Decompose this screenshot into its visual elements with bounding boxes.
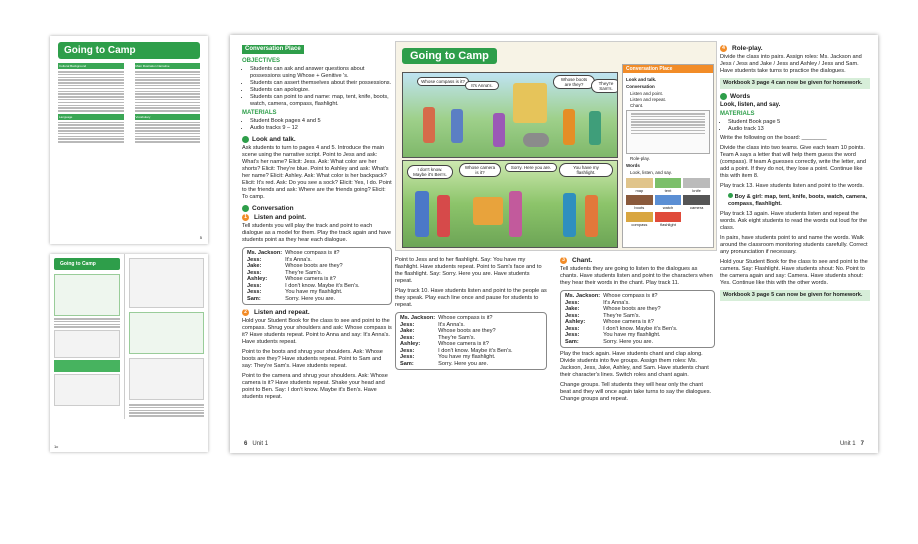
thumbnail-page-1[interactable] xyxy=(50,36,208,244)
side-item: Role-play. xyxy=(630,156,650,161)
materials-heading: MATERIALS xyxy=(720,111,755,117)
look-and-talk-heading: Look and talk. xyxy=(242,136,392,143)
thumb-box-vocabulary: Vocabulary xyxy=(135,114,201,120)
side-item: Listen and point. xyxy=(630,91,664,96)
word-card: boots xyxy=(626,195,653,210)
speech-bubble: Sorry. Here you are. xyxy=(505,163,557,172)
conversation-place-banner: Conversation Place xyxy=(242,45,304,54)
repeat-text-1: Hold your Student Book for the class to see and point to the compass. Shrug your shoulders and ask: Whose compass is it? Have students repeat. Point to Anna and say: It's Anna's. Have students repeat. xyxy=(242,318,392,345)
step-3-icon: 3 xyxy=(560,257,567,264)
side-item: Words xyxy=(626,163,640,168)
words-text-4: In pairs, have students point to and name the words. Walk around the classroom monitoring students carefully. Correct any pronunciation if necessary. xyxy=(720,235,868,255)
conversation-heading: Conversation xyxy=(242,205,392,212)
chant-text-3: Change groups. Tell students they will hear only the chant beat and they will once again take turns to say the dialogues. Change groups and repeat. xyxy=(560,382,712,402)
speaker: Jess: xyxy=(247,256,262,263)
objectives-list xyxy=(242,66,392,108)
illustration-panel-bottom xyxy=(402,160,618,248)
words-text-2: Play track 13. Have students listen and point to the words. xyxy=(720,183,864,189)
speaker: Jess: xyxy=(247,269,262,276)
line: I don't know. Maybe it's Ben's. xyxy=(285,282,360,289)
speech-icon xyxy=(242,205,249,212)
speaker: Ashley: xyxy=(247,276,268,282)
speaker: Jake: xyxy=(247,263,262,269)
middle-text-1: Point to Jess and to her flashlight. Say: You have my flashlight. Have students repeat. Point to Sam's face and to the flashlight. Say: Sorry. Here you are. Have students repeat. xyxy=(395,257,542,284)
listen-point-text: Tell students you will play the track and point to each dialogue as a model for them. Play the track again and have students point as they hear each dialogue. xyxy=(242,223,391,243)
words-heading: Words xyxy=(720,93,870,100)
side-item: Look and talk. xyxy=(626,77,657,82)
words-text-1: Divide the class into two teams. Give each team 10 points. Team A says a letter that will help them guess the word (compass). If team A guesses correctly, write the letter, and add a point. If they do not, they lose a point. Continue like this with item 8. xyxy=(720,145,867,179)
material-item: • Student Book pages 4 and 5 xyxy=(250,118,392,125)
word-card: watch xyxy=(655,195,682,210)
dialog-box: Ms. Jackson: Whose compass is it? Jess: It's Anna's. Jake: Whose boots are they? Jess: They're Sam's. Ashley: Whose camera is it? Jess: I don't know. Maybe it's Ben's. Jess: You have my flashlight. Sam: Sorry. Here you are. xyxy=(395,312,547,370)
chant-dialog-box: Ms. Jackson: Whose compass is it? Jess: It's Anna's. Jake: Whose boots are they? Jess: They're Sam's. Ashley: Whose camera is it? Jess: I don't know. Maybe it's Ben's. Jess: You have my flashlight. Sam: Sorry. Here you are. xyxy=(560,290,715,348)
material-item: • Student Book page 5 xyxy=(728,119,870,126)
student-book-pages xyxy=(395,41,717,251)
role-play-text: Divide the class into pairs. Assign roles: Ms. Jackson and Jess / Jess and Jake / Jess and Ashley / Jess and Sam. Have students take turns to practice the dialogues. xyxy=(720,54,862,74)
word-card: tent xyxy=(655,178,682,193)
line: They're Sam's. xyxy=(285,269,323,276)
objectives-heading: OBJECTIVES xyxy=(242,58,281,64)
speech-bubble: Whose compass is it? xyxy=(417,77,469,86)
eye-icon xyxy=(242,136,249,143)
thumb-page-number: 5 xyxy=(199,235,202,240)
word-card: map xyxy=(626,178,653,193)
word-card: flashlight xyxy=(655,212,682,227)
line: Sorry. Here you are. xyxy=(285,295,336,302)
book-icon xyxy=(720,93,727,100)
thumbnail-title: Going to Camp xyxy=(58,42,200,59)
chant-text: Tell students they are going to listen to the dialogues as chants. Have students listen and point to the characters when they hear their words in the chant. Play track 11. xyxy=(560,266,713,286)
word-card: camera xyxy=(683,195,710,210)
thumbnail-page-2[interactable] xyxy=(50,254,208,452)
workbook-note: Workbook 3 page 5 can now be given for homework. xyxy=(720,290,870,301)
speaker: Sam: xyxy=(247,295,261,302)
words-list: Boy & girl: map, tent, knife, boots, watch, camera, compass, flashlight. xyxy=(728,194,867,207)
word-card: compass xyxy=(626,212,653,227)
left-column xyxy=(242,45,392,404)
right-column xyxy=(720,45,870,304)
objective-item: • Students can apologize. xyxy=(250,87,392,94)
line: You have my flashlight. xyxy=(285,289,343,295)
step-4-icon: 4 xyxy=(720,45,727,52)
words-subheading: Look, listen, and say. xyxy=(720,102,781,108)
material-item: • Audio track 13 xyxy=(728,126,870,133)
step-1-icon: 1 xyxy=(242,214,249,221)
look-and-talk-text: Ask students to turn to pages 4 and 5. Introduce the main scene using the narrative script. Point to Jess and ask: What's her name? Elicit: Jess. Ask: What color are her shorts? Elicit: They're blue. Point to Ashley and ask: What's her name? Elicit: Ashley. Ask: What color is her backpack? Elicit: It's red. Ask: Do you see a sock? Elicit: Yes, I do. Point to the friends and ask: Where are the friends going? Elicit: To camp. xyxy=(242,145,392,200)
repeat-text-3: Point to the camera and shrug your shoulders. Ask: Whose camera is it? Have students repeat. Shake your head and point to Ben. Say: I don't know. Maybe it's Ben's. Have students repeat. xyxy=(242,373,388,400)
side-item: Chant. xyxy=(630,103,644,108)
middle-left-column xyxy=(395,257,547,373)
line: Whose compass is it? xyxy=(285,250,340,256)
objective-item: • Students can point to and name: map, tent, knife, boots, watch, camera, compass, flashlight. xyxy=(250,94,392,108)
side-banner: Conversation Place xyxy=(623,65,713,73)
speaker: Ms. Jackson: xyxy=(247,250,283,256)
objective-item: • Students can ask and answer questions about possessions using Whose + Genitive 's. xyxy=(250,66,392,80)
materials-list xyxy=(242,118,392,132)
step-2-icon: 2 xyxy=(242,309,249,316)
speech-bubble: They're Sam's. xyxy=(591,79,618,93)
line: Whose camera is it? xyxy=(285,276,336,282)
workbook-note: Workbook 3 page 4 can now be given for homework. xyxy=(720,78,870,89)
word-card: knife xyxy=(683,178,710,193)
teacher-guide-spread xyxy=(230,35,878,453)
page-number-left: 6 Unit 1 xyxy=(244,441,269,447)
speech-bubble: It's Anna's. xyxy=(465,81,499,90)
words-text-5: Hold your Student Book for the class to see and point to the camera. Say: Flashlight. Have students shout: No. Point to the camera again and say: Camera. Have students shout: Yes. Continue like this with the other words. xyxy=(720,259,868,286)
side-item: Listen and repeat. xyxy=(630,97,667,102)
listen-repeat-heading: 2 Listen and repeat. xyxy=(242,309,392,316)
thumbnail-title: Going to Camp xyxy=(54,258,120,270)
repeat-text-2: Point to the boots and shrug your shoulders. Ask: Whose boots are they? Have students repeat. Point to Sam and say: They're Sam's. Have students repeat. xyxy=(242,349,383,369)
role-play-heading: 4 Role-play. xyxy=(720,45,870,52)
illustration-panel-top xyxy=(402,72,618,158)
material-item: • Audio tracks 9 – 12 xyxy=(250,125,392,132)
side-item: Conversation xyxy=(626,84,655,89)
speaker: Jess: xyxy=(247,289,262,295)
chant-heading: 3 Chant. xyxy=(560,257,715,264)
page-number-right: Unit 1 7 xyxy=(839,441,864,447)
side-item: Look, listen, and say. xyxy=(630,170,672,175)
audio-icon xyxy=(728,193,733,198)
thumb-page-number: 1c xyxy=(54,444,59,449)
speaker: Jess: xyxy=(247,282,262,289)
book-title: Going to Camp xyxy=(402,48,497,64)
listen-point-heading: 1 Listen and point. xyxy=(242,214,392,221)
dialog-box xyxy=(242,247,392,305)
speech-bubble: Whose camera is it? xyxy=(459,163,501,177)
board-intro: Write the following on the board: ________ xyxy=(720,135,827,141)
line: Whose boots are they? xyxy=(285,263,343,269)
objective-item: • Students can assert themselves about their possessions. xyxy=(250,80,392,87)
thumb-box-narrative: Main Illustration Narrative xyxy=(135,63,201,69)
middle-right-column xyxy=(560,257,715,406)
materials-heading: MATERIALS xyxy=(242,110,277,116)
book-side-panel xyxy=(622,64,714,248)
chant-text-2: Play the track again. Have students chant and clap along. Divide students into five groups. Assign them roles: Ms. Jackson, Jess, Jake, Ashley, and Sam. Have students chant their character's lines. Switch roles and chant again. xyxy=(560,351,709,378)
speech-bubble: I don't know. Maybe it's Ben's. xyxy=(407,165,453,179)
words-text-3: Play track 13 again. Have students listen and repeat the words. Ask eight students to read the words out loud for the class. xyxy=(720,211,868,231)
speech-bubble: You have my flashlight. xyxy=(559,163,613,177)
line: It's Anna's. xyxy=(285,256,312,263)
thumb-box-language: Language xyxy=(58,114,124,120)
thumb-box-cultural: Cultural Background xyxy=(58,63,124,69)
materials-list xyxy=(720,119,870,133)
speech-bubble: Whose boots are they? xyxy=(553,75,595,89)
middle-text-2: Play track 10. Have students listen and point to the people as they speak. Play each line once and pause for students to repeat. xyxy=(395,288,547,308)
